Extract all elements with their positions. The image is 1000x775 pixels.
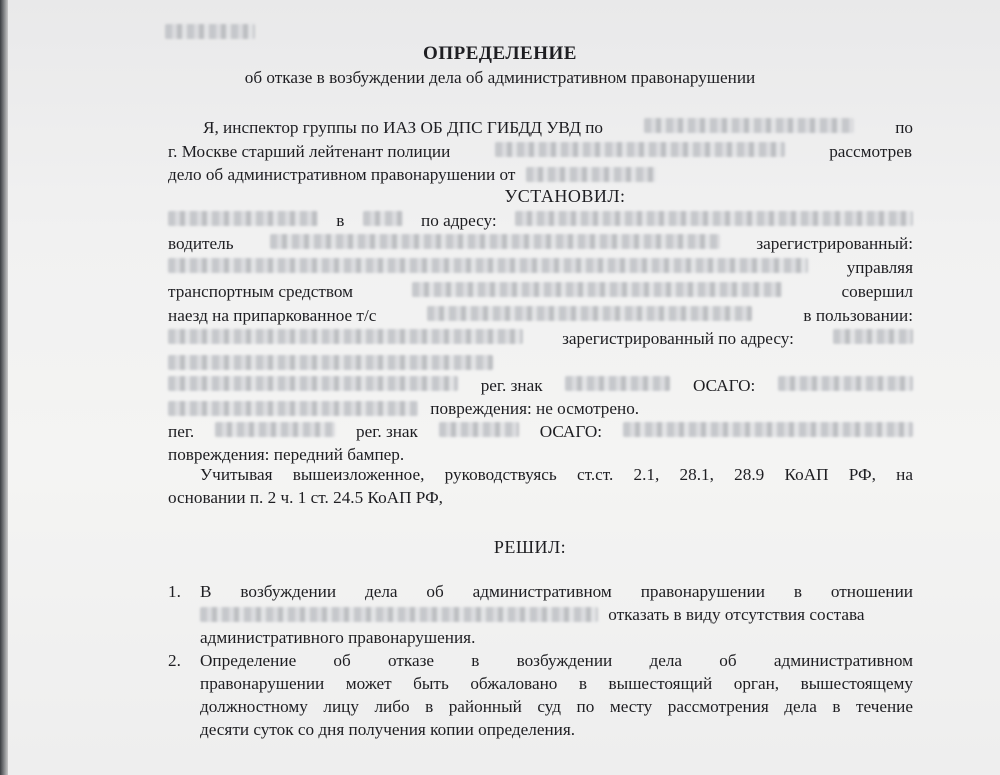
facts-line-2: водитель зарегистрированный:	[168, 234, 913, 253]
decision-2-line-1: Определение об отказе в возбуждении дела об административном	[200, 651, 913, 670]
facts-line-1: в по адресу:	[168, 210, 913, 232]
redacted-reg-number	[565, 376, 670, 391]
facts-line-3: управляя	[168, 257, 913, 279]
facts-line-6: зарегистрированный по адресу:	[168, 328, 913, 350]
redacted-region	[644, 118, 854, 133]
redacted-reg-number-2	[439, 422, 519, 437]
redacted-vehicle-model	[168, 376, 458, 391]
decision-1-line-3: административного правонарушения.	[200, 628, 476, 647]
redacted-person-name	[200, 607, 598, 622]
facts-line-10: повреждения: передний бампер.	[168, 445, 405, 464]
redacted-vehicle-model-2	[215, 422, 335, 437]
decision-1-line-2: отказать в виду отсутствия состава	[200, 604, 864, 626]
redacted-inspector-name	[495, 142, 785, 157]
facts-line-4: транспортным средством совершил	[168, 282, 913, 301]
intro-line-3: дело об административном правонарушении от	[168, 164, 656, 186]
redacted-date	[168, 211, 318, 226]
intro-line-1: Я, инспектор группы по ИАЗ ОБ ДПС ГИБДД УВД по по	[203, 118, 913, 137]
decision-2-line-2: правонарушении может быть обжаловано в вышестоящий орган, вышестоящему	[200, 674, 913, 693]
facts-line-6b	[168, 352, 493, 374]
document-title: ОПРЕДЕЛЕНИЕ	[423, 43, 577, 64]
redacted-owner-address-cont	[168, 355, 493, 370]
redacted-address	[515, 211, 913, 226]
redacted-insurer	[168, 401, 418, 416]
intro-line-2: г. Москве старший лейтенант полиции рассмотрев	[168, 142, 912, 161]
redacted-driver-address	[168, 258, 808, 273]
redacted-date	[526, 167, 656, 182]
redacted-osago	[778, 376, 913, 391]
established-heading: УСТАНОВИЛ:	[504, 186, 626, 206]
decision-2-line-4: десяти суток со дня получения копии определения.	[200, 720, 576, 739]
facts-line-9: пег. рег. знак ОСАГО:	[168, 421, 913, 443]
decision-2-line-3: должностному лицу либо в районный суд по месту рассмотрения дела в течение	[200, 697, 913, 716]
redacted-osago-2	[623, 422, 913, 437]
facts-line-5: наезд на припаркованное т/с в пользовании:	[168, 306, 913, 325]
considering-line-2: основании п. 2 ч. 1 ст. 24.5 КоАП РФ,	[168, 488, 443, 507]
redacted-time	[363, 211, 403, 226]
facts-line-7: рег. знак ОСАГО:	[168, 375, 913, 397]
decision-1-line-1: В возбуждении дела об административном правонарушении в отношении	[200, 582, 913, 601]
considering-line-1: Учитывая вышеизложенное, руководствуясь ст.ст. 2.1, 28.1, 28.9 КоАП РФ, на	[200, 465, 913, 484]
decision-number: 1.	[168, 582, 181, 601]
redacted-parked-vehicle	[427, 306, 752, 321]
redacted-vehicle	[412, 282, 782, 297]
redacted-driver-name	[270, 234, 720, 249]
redacted-owner-address	[833, 329, 913, 344]
facts-line-8: повреждения: не осмотрено.	[168, 398, 639, 420]
decided-heading: РЕШИЛ:	[493, 537, 567, 557]
redacted-owner-name	[168, 329, 523, 344]
decision-number: 2.	[168, 651, 181, 670]
redacted-header	[165, 24, 255, 39]
document-subtitle: об отказе в возбуждении дела об административном правонарушении	[244, 68, 756, 87]
